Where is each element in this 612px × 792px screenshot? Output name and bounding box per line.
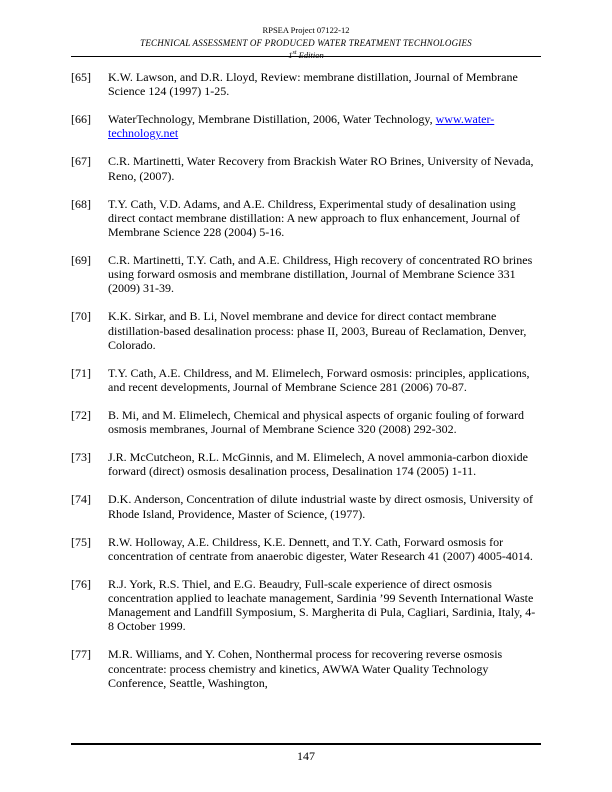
reference-number: [72] [71,408,91,423]
reference-number: [65] [71,70,91,84]
reference-text: C.R. Martinetti, T.Y. Cath, and A.E. Childress, High recovery of concentrated RO brines using forward osmosis and membrane distillation, Journal of Membrane Science 331 (2009) 31-39. [108,253,533,296]
reference-text: WaterTechnology, Membrane Distillation, 2006, Water Technology, www.water-technology.net [108,112,495,141]
reference-link[interactable]: www.water-technology.net [108,112,495,141]
reference-number: [73] [71,450,91,465]
header-title: TECHNICAL ASSESSMENT OF PRODUCED WATER TREATMENT TECHNOLOGIES [140,38,472,48]
reference-item [71,647,541,690]
reference-text: J.R. McCutcheon, R.L. McGinnis, and M. Elimelech, A novel ammonia-carbon dioxide forward (direct) osmosis desalination process, Desalination 174 (2005) 1-11. [108,450,528,479]
reference-text: T.Y. Cath, A.E. Childress, and M. Elimelech, Forward osmosis: principles, applications, and recent developments, Journal of Membrane Science 281 (2006) 70-87. [108,365,530,395]
reference-number: [74] [71,492,91,507]
edition-word: Edition [296,50,324,60]
reference-number: [70] [71,309,91,324]
reference-number: [76] [71,576,91,591]
reference-number: [68] [71,196,91,211]
reference-text: R.W. Holloway, A.E. Childress, K.E. Dennett, and T.Y. Cath, Forward osmosis for concentration of centrate from anaerobic digester, Water Research 41 (2007) 4005-4014. [108,534,533,563]
reference-text: K.W. Lawson, and D.R. Lloyd, Review: membrane distillation, Journal of Membrane Science 124 (1997) 1-25. [108,70,518,99]
header-rule [71,56,541,57]
reference-text: B. Mi, and M. Elimelech, Chemical and physical aspects of organic fouling of forward osmosis membranes, Journal of Membrane Science 320 (2008) 292-302. [108,408,525,437]
reference-item [71,154,541,182]
reference-item [71,492,541,520]
reference-number: [75] [71,534,91,549]
reference-number: [66] [71,112,91,127]
reference-item [71,309,541,352]
reference-item [71,577,541,634]
header-project: RPSEA Project 07122-12 [262,25,350,35]
reference-item [71,253,541,296]
references-list [71,70,541,704]
reference-item [71,70,541,98]
reference-text: D.K. Anderson, Concentration of dilute industrial waste by direct osmosis, University of Rhode Island, Providence, Master of Science, (1977). [108,492,533,521]
reference-number: [77] [71,647,91,662]
reference-number: [71] [71,365,91,380]
reference-text: C.R. Martinetti, Water Recovery from Brackish Water RO Brines, University of Nevada, Reno, (2007). [108,154,534,183]
reference-number: [69] [71,253,91,268]
page-number: 147 [297,749,315,763]
reference-item [71,450,541,478]
reference-item [71,112,541,140]
reference-text: K.K. Sirkar, and B. Li, Novel membrane and device for direct contact membrane distillation-based desalination process: phase II, 2003, Bureau of Reclamation, Denver, Colorado. [108,309,527,352]
reference-item [71,366,541,394]
header-edition [36,50,576,60]
page-header [36,25,576,60]
reference-text: R.J. York, R.S. Thiel, and E.G. Beaudry, Full-scale experience of direct osmosis concentration applied to leachate management, Sardinia ’99 Seventh International Waste Management and Landfill Symposium, S. Margherita di Pula, Cagliari, Sardinia, Italy, 4-8 October 1999. [108,576,536,634]
edition-number: 1 [288,50,293,60]
reference-item [71,197,541,240]
reference-text: M.R. Williams, and Y. Cohen, Nonthermal process for recovering reverse osmosis concentrate: process chemistry and kinetics, AWWA Water Quality Technology Conference, Seattle, Washington, [108,647,503,690]
edition-suffix: st [292,50,297,57]
reference-item [71,408,541,436]
reference-number: [67] [71,154,91,169]
footer-rule [71,743,541,745]
reference-item [71,535,541,563]
reference-text: T.Y. Cath, V.D. Adams, and A.E. Childress, Experimental study of desalination using direct contact membrane distillation: A new approach to flux enhancement, Journal of Membrane Science 228 (2004) 5-16. [108,196,520,240]
